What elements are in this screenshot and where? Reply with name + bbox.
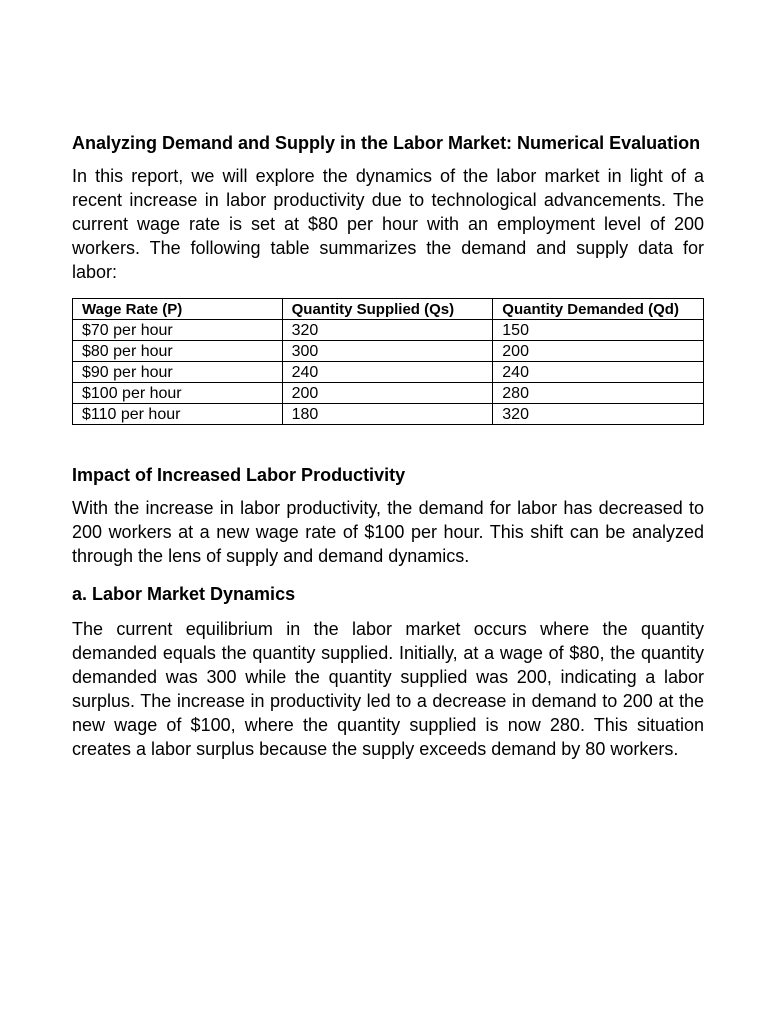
cell-demanded: 320 [493, 404, 704, 425]
header-quantity-supplied: Quantity Supplied (Qs) [282, 299, 493, 320]
cell-wage: $90 per hour [73, 362, 283, 383]
document-title: Analyzing Demand and Supply in the Labor Market: Numerical Evaluation [72, 133, 701, 153]
table-row [73, 362, 704, 383]
cell-wage: $80 per hour [73, 341, 283, 362]
table-row [73, 341, 704, 362]
labor-data-table [72, 298, 704, 425]
productivity-paragraph: With the increase in labor productivity, the demand for labor has decreased to 200 workers at a new wage rate of $100 per hour. This shift can be analyzed through the lens of supply and demand dynamics. [72, 498, 704, 566]
table-header-row [73, 299, 704, 320]
cell-wage: $100 per hour [73, 383, 283, 404]
cell-supplied: 180 [282, 404, 493, 425]
cell-wage: $110 per hour [73, 404, 283, 425]
table-row [73, 383, 704, 404]
intro-paragraph: In this report, we will explore the dynamics of the labor market in light of a recent increase in labor productivity due to technological advancements. The current wage rate is set at $80 per hour with an employment level of 200 workers. The following table summarizes the demand and supply data for labor: [72, 166, 704, 282]
cell-supplied: 240 [282, 362, 493, 383]
table-row [73, 320, 704, 341]
section-heading-market-dynamics: a. Labor Market Dynamics [72, 584, 296, 604]
cell-supplied: 320 [282, 320, 493, 341]
section-heading-productivity: Impact of Increased Labor Productivity [72, 465, 406, 485]
table-row [73, 404, 704, 425]
cell-demanded: 280 [493, 383, 704, 404]
cell-wage: $70 per hour [73, 320, 283, 341]
header-quantity-demanded: Quantity Demanded (Qd) [493, 299, 704, 320]
cell-demanded: 200 [493, 341, 704, 362]
cell-supplied: 300 [282, 341, 493, 362]
cell-demanded: 150 [493, 320, 704, 341]
cell-supplied: 200 [282, 383, 493, 404]
header-wage-rate: Wage Rate (P) [73, 299, 283, 320]
market-dynamics-paragraph: The current equilibrium in the labor market occurs where the quantity demanded equals the quantity supplied. Initially, at a wage of $80, the quantity demanded was 300 while the quantity supplied was 200, indicating a labor surplus. The increase in productivity led to a decrease in demand to 200 at the new wage of $100, where the quantity supplied is now 280. This situation creates a labor surplus because the supply exceeds demand by 80 workers. [72, 619, 704, 759]
cell-demanded: 240 [493, 362, 704, 383]
